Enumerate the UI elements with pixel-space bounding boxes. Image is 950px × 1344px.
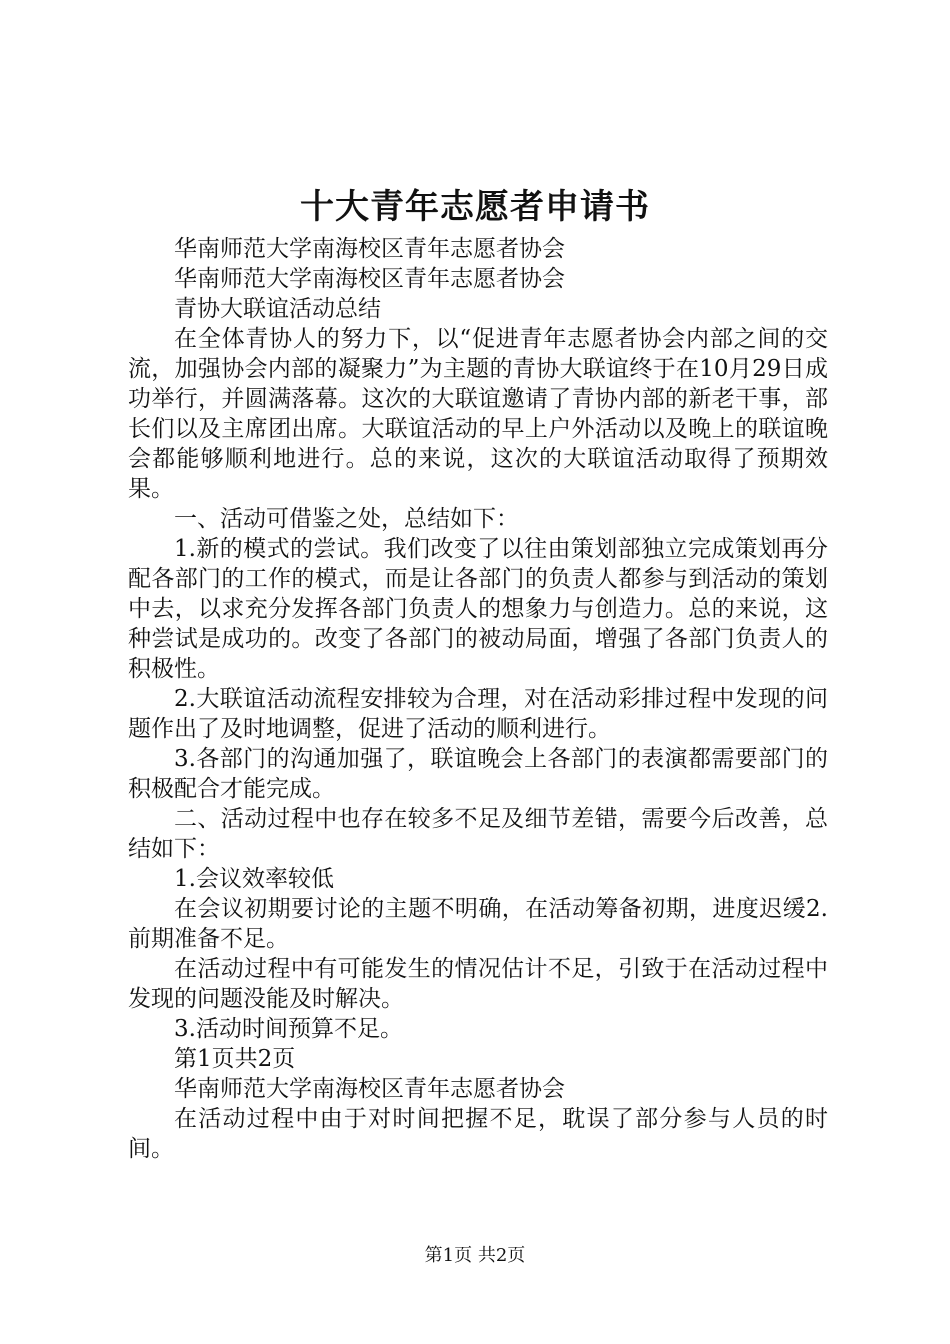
page-footer: 第1页 共2页 [424,1245,526,1266]
paragraph-section-2-item-1-detail: 在会议初期要讨论的主题不明确，在活动筹备初期，进度迟缓2.前期准备不足。 [128,896,828,952]
paragraph-org-name-1: 华南师范大学南海校区青年志愿者协会 [174,236,565,262]
paragraph-subtitle: 青协大联谊活动总结 [174,296,381,322]
paragraph-section-2-heading: 二、活动过程中也存在较多不足及细节差错，需要今后改善，总结如下： [128,806,828,862]
paragraph-org-name-2: 华南师范大学南海校区青年志愿者协会 [174,266,565,292]
paragraph-org-name-3: 华南师范大学南海校区青年志愿者协会 [174,1076,565,1102]
paragraph-section-2-item-2-detail: 在活动过程中有可能发生的情况估计不足，引致于在活动过程中发现的问题没能及时解决。 [128,956,828,1012]
paragraph-page-marker: 第1页共2页 [174,1046,296,1072]
paragraph-section-2-item-3-detail: 在活动过程中由于对时间把握不足，耽误了部分参与人员的时间。 [128,1106,828,1162]
paragraph-section-1-item-3: 3.各部门的沟通加强了，联谊晚会上各部门的表演都需要部门的积极配合才能完成。 [128,746,828,802]
document-title: 十大青年志愿者申请书 [300,187,650,227]
paragraph-section-1-item-2: 2.大联谊活动流程安排较为合理，对在活动彩排过程中发现的问题作出了及时地调整，促进了活动的顺利进行。 [128,686,828,742]
paragraph-section-2-item-1: 1.会议效率较低 [174,866,334,892]
paragraph-section-1-heading: 一、活动可借鉴之处，总结如下： [174,506,519,532]
paragraph-section-1-item-1: 1.新的模式的尝试。我们改变了以往由策划部独立完成策划再分配各部门的工作的模式，而是让各部门的负责人都参与到活动的策划中去，以求充分发挥各部门负责人的想象力与创造力。总的来说，这种尝试是成功的。改变了各部门的被动局面，增强了各部门负责人的积极性。 [128,536,828,682]
document-body [128,234,828,1164]
paragraph-intro: 在全体青协人的努力下，以“促进青年志愿者协会内部之间的交流，加强协会内部的凝聚力”为主题的青协大联谊终于在10月29日成功举行，并圆满落幕。这次的大联谊邀请了青协内部的新老干事，部长们以及主席团出席。大联谊活动的早上户外活动以及晚上的联谊晚会都能够顺利地进行。总的来说，这次的大联谊活动取得了预期效果。 [128,326,828,502]
paragraph-section-2-item-3: 3.活动时间预算不足。 [174,1016,403,1042]
